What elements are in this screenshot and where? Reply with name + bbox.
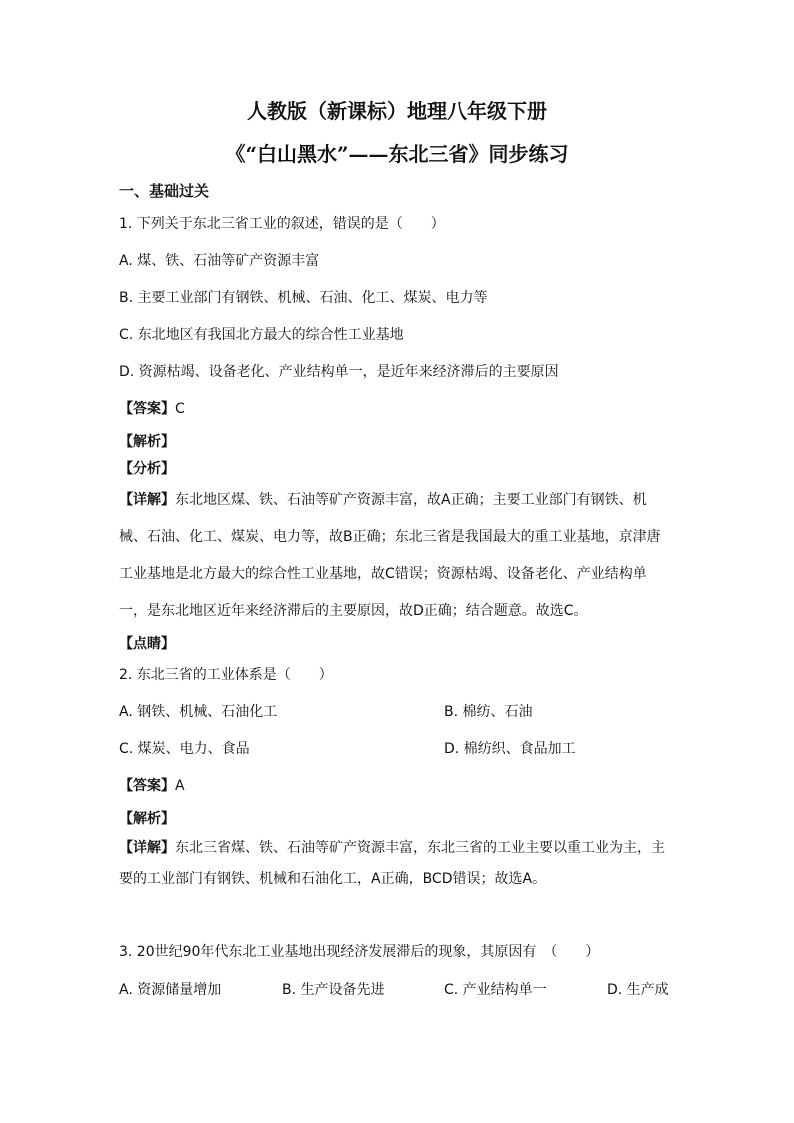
question-1-fenxi-tag: 【分析】 [119, 461, 175, 477]
detail-text: 东北三省煤、铁、石油等矿产资源丰富，东北三省的工业主要以重工业为主，主 [175, 840, 665, 856]
detail-text: 东北地区煤、铁、石油等矿产资源丰富，故A正确；主要工业部门有钢铁、机 [175, 492, 647, 508]
question-2-answer [119, 776, 185, 796]
question-1-detail-line-1 [119, 490, 647, 510]
question-3-option-a: A. 资源储量增加 [119, 982, 222, 998]
question-2-option-c: C. 煤炭、电力、食品 [119, 741, 250, 757]
section-heading: 一、基础过关 [119, 182, 210, 200]
detail-tag: 【详解】 [119, 840, 175, 856]
question-3-option-b: B. 生产设备先进 [282, 982, 385, 998]
question-3-option-d: D. 生产成 [607, 982, 669, 998]
question-3-option-c: C. 产业结构单一 [444, 982, 547, 998]
answer-tag: 【答案】 [119, 401, 175, 417]
question-1-option-c: C. 东北地区有我国北方最大的综合性工业基地 [119, 327, 404, 343]
question-1-detail-line-4: 一，是东北地区近年来经济滞后的主要原因，故D正确；结合题意。故选C。 [119, 603, 588, 619]
question-1-option-a: A. 煤、铁、石油等矿产资源丰富 [119, 253, 320, 269]
question-1-stem: 1. 下列关于东北三省工业的叙述，错误的是（ ） [119, 216, 445, 232]
answer-value: A [175, 778, 185, 794]
question-1-answer [119, 399, 185, 419]
question-2-detail-line-1 [119, 838, 665, 858]
question-1-option-b: B. 主要工业部门有钢铁、机械、石油、化工、煤炭、电力等 [119, 290, 488, 306]
question-1-detail-line-3: 工业基地是北方最大的综合性工业基地，故C错误；资源枯竭、设备老化、产业结构单 [119, 566, 647, 582]
question-2-analysis-tag: 【解析】 [119, 811, 175, 827]
question-1-dianjing-tag: 【点睛】 [119, 636, 175, 652]
question-2-option-b: B. 棉纺、石油 [444, 704, 533, 720]
document-title: 人教版（新课标）地理八年级下册 [247, 99, 547, 123]
question-2-stem: 2. 东北三省的工业体系是（ ） [119, 667, 333, 683]
question-1-detail-line-2: 械、石油、化工、煤炭、电力等，故B正确；东北三省是我国最大的重工业基地，京津唐 [119, 529, 661, 545]
answer-value: C [175, 401, 185, 417]
question-2-option-a: A. 钢铁、机械、石油化工 [119, 704, 278, 720]
question-2-option-d: D. 棉纺织、食品加工 [444, 741, 576, 757]
answer-tag: 【答案】 [119, 778, 175, 794]
question-1-analysis-tag: 【解析】 [119, 434, 175, 450]
document-subtitle: 《“白山黑水”——东北三省》同步练习 [225, 142, 569, 166]
question-2-detail-line-2: 要的工业部门有钢铁、机械和石油化工，A正确，BCD错误；故选A。 [119, 871, 547, 887]
question-3-stem: 3. 20世纪90年代东北工业基地出现经济发展滞后的现象，其原因有 （ ） [119, 944, 600, 960]
question-1-option-d: D. 资源枯竭、设备老化、产业结构单一，是近年来经济滞后的主要原因 [119, 364, 559, 380]
detail-tag: 【详解】 [119, 492, 175, 508]
